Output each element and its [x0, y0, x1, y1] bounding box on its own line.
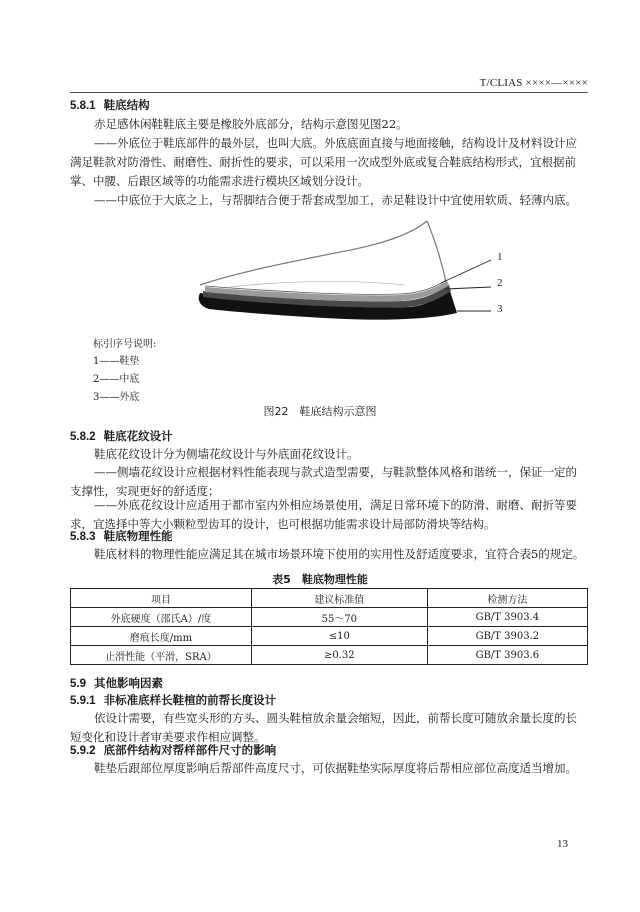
section-title: 底部件结构对帮样部件尺寸的影响 — [103, 743, 277, 757]
section-5-8-3-heading — [70, 528, 173, 544]
paragraph: 鞋底花纹设计分为侧墙花纹设计与外底面花纹设计。 — [94, 447, 359, 461]
paragraph: ——侧墙花纹设计应根据材料性能表现与款式造型需要，与鞋款整体风格和谐统一，保证一定的支撑性，实现更好的舒适度； — [70, 465, 577, 498]
section-title: 鞋底花纹设计 — [103, 429, 173, 443]
section-number: 5.9.1 — [70, 695, 96, 707]
table-cell: 55～70 — [251, 608, 427, 627]
legend-title: 标引序号说明: — [93, 339, 157, 350]
callout-1: 1 — [497, 251, 503, 263]
section-5-9-1-heading — [70, 692, 276, 708]
section-number: 5.8.2 — [70, 431, 96, 443]
section-number: 5.8.3 — [70, 531, 96, 543]
paragraph: 鞋垫后跟部位厚度影响后帮部件高度尺寸，可依据鞋垫实际厚度将后帮相应部位高度适当增加。 — [94, 761, 577, 775]
paragraph: ——外底花纹设计应适用于都市室内外相应场景使用，满足日常环境下的防滑、耐磨、耐折等要求，宜选择中等大小颗粒型齿耳的设计，也可根据功能需求设计局部防滑块等结构。 — [70, 498, 577, 531]
shoe-sole-structure-figure — [195, 215, 525, 325]
paragraph: 依设计需要，有些宽头形的方头、圆头鞋楦放余量会缩短，因此，前帮长度可随放余量长度的长短变化和设计者审美要求作相应调整。 — [70, 711, 577, 744]
table-cell: 止滑性能（平滑，SRA） — [71, 646, 252, 665]
section-title: 鞋底物理性能 — [103, 529, 173, 543]
column-header: 建议标准值 — [251, 589, 427, 608]
table-row — [71, 608, 588, 627]
section-title: 非标准底样长鞋楦的前帮长度设计 — [103, 693, 277, 707]
table-header-row — [71, 589, 588, 608]
section-number: 5.9.2 — [70, 745, 96, 757]
physical-properties-table — [70, 588, 588, 665]
legend-item: 1——鞋垫 — [93, 356, 140, 367]
table-cell: 外底硬度（邵氏A）/度 — [71, 608, 252, 627]
section-5-8-1-heading — [70, 97, 150, 113]
table-row — [71, 627, 588, 646]
callout-2: 2 — [497, 277, 503, 289]
table-caption: 表5 鞋底物理性能 — [272, 573, 368, 586]
section-title: 鞋底结构 — [103, 98, 150, 112]
table-cell: GB/T 3903.2 — [427, 627, 587, 646]
legend-item: 3——外底 — [93, 392, 140, 403]
paragraph: 赤足感休闲鞋鞋底主要是橡胶外底部分，结构示意图见图22。 — [94, 117, 408, 131]
section-5-8-2-heading — [70, 428, 173, 444]
paragraph: ——外底位于鞋底部件的最外层，也叫大底。外底底面直接与地面接触，结构设计及材料设计应满足鞋款对防滑性、耐磨性、耐折性的要求，可以采用一次成型外底或复合鞋底结构形式，宜根据前掌、中腰、后跟区域等的功能需求进行模块区域划分设计。 — [70, 136, 577, 188]
section-5-9-2-heading — [70, 742, 276, 758]
table-cell: GB/T 3903.6 — [427, 646, 587, 665]
table-cell: GB/T 3903.4 — [427, 608, 587, 627]
table-cell: ≥0.32 — [251, 646, 427, 665]
section-number: 5.9 — [70, 678, 86, 690]
column-header: 项目 — [71, 589, 252, 608]
table-row — [71, 646, 588, 665]
paragraph: ——中底位于大底之上，与帮脚结合便于帮套成型加工，赤足鞋设计中宜使用软质、轻薄内底。 — [94, 193, 577, 207]
standard-code: T/CLIAS ××××—×××× — [479, 77, 588, 89]
page-number: 13 — [557, 838, 568, 850]
section-number: 5.8.1 — [70, 100, 96, 112]
header-rule — [70, 92, 588, 93]
table-cell: 磨痕长度/mm — [71, 627, 252, 646]
paragraph: 鞋底材料的物理性能应满足其在城市场景环境下使用的实用性及舒适度要求，宜符合表5的规定。 — [94, 547, 585, 561]
table-cell: ≤10 — [251, 627, 427, 646]
figure-caption: 图22 鞋底结构示意图 — [263, 405, 377, 418]
callout-3: 3 — [497, 303, 503, 315]
section-title: 其他影响因素 — [94, 676, 164, 690]
legend-item: 2——中底 — [93, 374, 140, 385]
section-5-9-heading — [70, 675, 163, 691]
column-header: 检测方法 — [427, 589, 587, 608]
